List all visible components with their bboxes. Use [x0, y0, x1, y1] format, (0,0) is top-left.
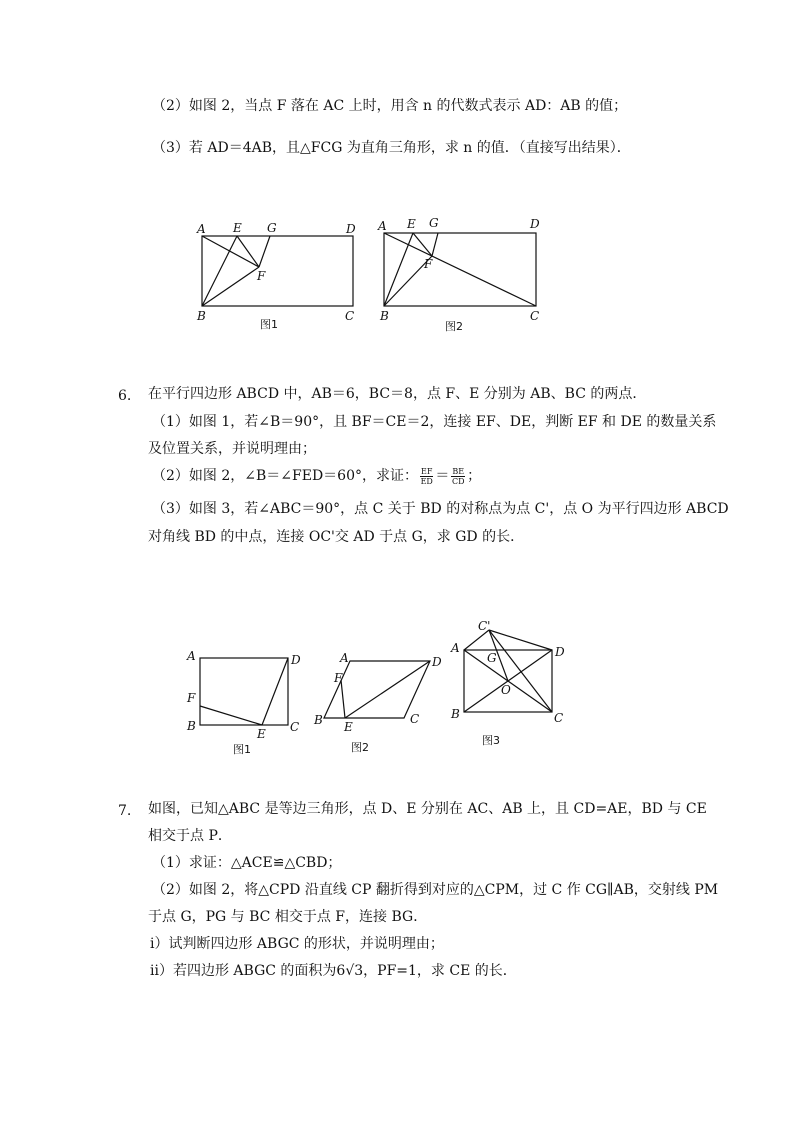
label-F: F: [424, 257, 433, 271]
label-C-prime: C': [478, 619, 491, 633]
q7-sub-ii: ⅱ）若四边形 ABGC 的面积为6√3，PF=1，求 CE 的长．: [150, 963, 517, 979]
q5-fig1-caption: 图1: [260, 318, 278, 331]
label-B: B: [197, 309, 206, 323]
q6-part1-line1: （1）如图 1，若∠B＝90°，且 BF＝CE＝2，连接 EF、DE，判断 EF 和 DE 的数量关系: [152, 414, 717, 430]
label-C: C: [530, 309, 540, 323]
q7-part2-line2: 于点 G，PG 与 BC 相交于点 F，连接 BG．: [148, 909, 428, 925]
q6-stem: 在平行四边形 ABCD 中，AB＝6，BC＝8，点 F、E 分别为 AB、BC 的两点．: [148, 386, 647, 402]
q6-figure-2: [324, 661, 430, 718]
q6-fig3-caption: 图3: [482, 734, 500, 747]
label-O: O: [501, 683, 511, 697]
label-A: A: [340, 651, 349, 665]
fraction-ef-ed: [420, 467, 433, 486]
fraction-numerator: BE: [452, 466, 465, 476]
label-A: A: [378, 219, 387, 233]
equals-sign: ＝: [435, 468, 450, 484]
label-D: D: [555, 645, 565, 659]
label-G: G: [429, 216, 439, 230]
label-D: D: [432, 655, 442, 669]
q6-part2-suffix: ；: [467, 468, 482, 484]
label-B: B: [380, 309, 389, 323]
q6-part3-line2: 对角线 BD 的中点，连接 OC'交 AD 于点 G，求 GD 的长．: [148, 529, 525, 545]
q5-fig2-caption: 图2: [445, 320, 463, 333]
q7-stem-line2: 相交于点 P．: [148, 828, 232, 844]
fraction-numerator: EF: [421, 466, 433, 476]
label-A: A: [451, 641, 460, 655]
label-F: F: [187, 691, 196, 705]
label-E: E: [257, 727, 266, 741]
label-B: B: [451, 707, 460, 721]
label-F: F: [257, 269, 266, 283]
q5-figure-1: [202, 236, 353, 306]
q7-part1: （1）求证：△ACE≌△CBD；: [152, 855, 342, 871]
label-B: B: [314, 713, 323, 727]
q7-sub-i: ⅰ）试判断四边形 ABGC 的形状，并说明理由；: [150, 936, 444, 952]
label-G: G: [267, 221, 277, 235]
label-E: E: [344, 720, 353, 734]
fraction-denominator: CD: [451, 476, 465, 486]
q6-part3-line1: （3）如图 3，若∠ABC＝90°，点 C 关于 BD 的对称点为点 C'，点 O 为平行四边形 ABCD: [152, 501, 729, 517]
q6-fig2-caption: 图2: [351, 741, 369, 754]
label-A: A: [197, 222, 206, 236]
label-D: D: [530, 217, 540, 231]
label-C: C: [410, 712, 420, 726]
label-B: B: [187, 719, 196, 733]
label-C: C: [345, 309, 355, 323]
label-A: A: [187, 649, 196, 663]
fraction-be-cd: [451, 467, 465, 486]
fraction-denominator: ED: [420, 476, 433, 486]
label-F: F: [334, 671, 343, 685]
q6-figure-3: [464, 630, 552, 712]
label-C: C: [554, 711, 564, 725]
q6-figure-1: [200, 658, 288, 725]
q6-part2-prefix: （2）如图 2，∠B＝∠FED＝60°，求证：: [152, 468, 418, 484]
label-E: E: [407, 217, 416, 231]
label-D: D: [346, 222, 356, 236]
label-D: D: [291, 653, 301, 667]
label-E: E: [233, 221, 242, 235]
q7-stem-line1: 如图，已知△ABC 是等边三角形，点 D、E 分别在 AC、AB 上，且 CD=AE，BD 与 CE: [148, 801, 707, 817]
q6-part2: [152, 466, 481, 486]
q5-part3: （3）若 AD＝4AB，且△FCG 为直角三角形，求 n 的值．（直接写出结果）．: [152, 140, 631, 156]
q5-figure-2: [384, 233, 536, 306]
label-G: G: [487, 651, 497, 665]
q6-number: 6.: [118, 388, 132, 404]
q6-fig1-caption: 图1: [233, 743, 251, 756]
q6-part1-line2: 及位置关系，并说明理由；: [148, 441, 316, 457]
label-C: C: [290, 720, 300, 734]
q7-number: 7.: [118, 803, 132, 819]
q5-part2: （2）如图 2，当点 F 落在 AC 上时，用含 n 的代数式表示 AD：AB 的值；: [152, 98, 628, 114]
q7-part2-line1: （2）如图 2，将△CPD 沿直线 CP 翻折得到对应的△CPM，过 C 作 CG∥AB，交射线 PM: [152, 882, 719, 898]
